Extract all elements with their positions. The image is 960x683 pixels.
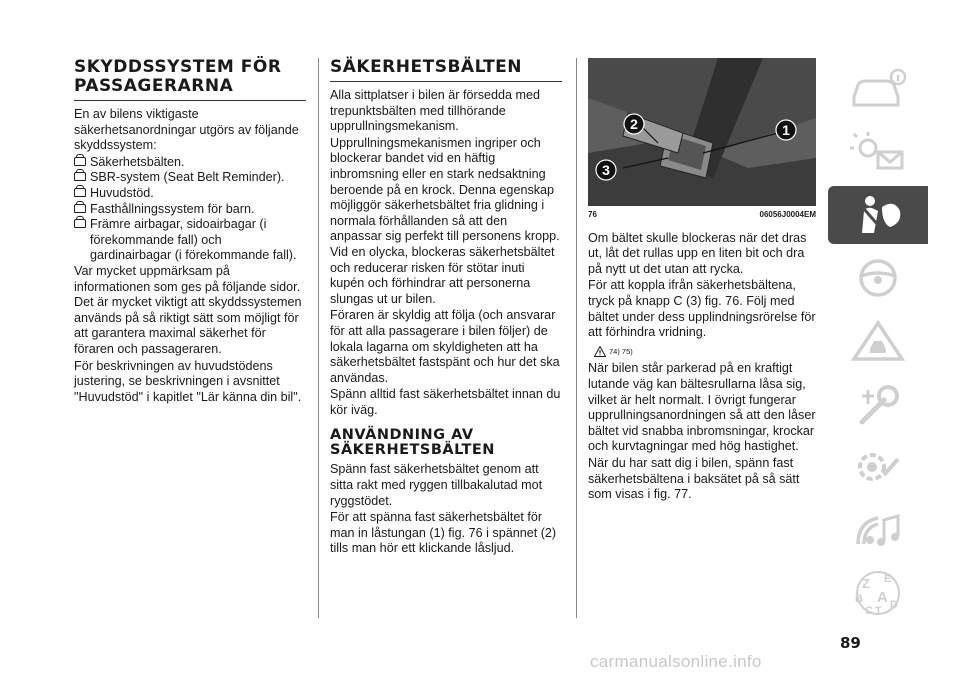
car-bullet-icon bbox=[74, 204, 86, 213]
svg-text:Z: Z bbox=[862, 576, 870, 591]
warning-reference bbox=[594, 344, 816, 360]
bullet-item: Huvudstöd. bbox=[74, 186, 306, 202]
body-paragraph: När du har satt dig i bilen, spänn fast säkerhetsbältena i baksätet på så sätt som visas i fig. 77. bbox=[588, 455, 800, 502]
multimedia-icon bbox=[848, 508, 908, 552]
column-seat-belts-cont bbox=[588, 58, 816, 504]
intro-text: En av bilens viktigaste säkerhetsanordningar utgörs av följande skyddssystem: bbox=[74, 107, 299, 153]
column-seat-belts bbox=[330, 58, 562, 558]
page-number: 89 bbox=[840, 634, 861, 652]
svg-text:E: E bbox=[884, 573, 892, 585]
warning-lights-icon bbox=[848, 130, 908, 174]
figure-code: 06056J0004EM bbox=[759, 210, 816, 219]
warning-triangle-icon bbox=[594, 346, 606, 357]
body-paragraph: Spänn fast säkerhetsbältet genom att sitta rakt med ryggen tillbakalutad mot ryggstödet. bbox=[330, 462, 543, 508]
body-paragraph: Om bältet skulle blockeras när det dras ut, låt det rullas upp en liten bit och dra på nytt ut det utan att rycka. bbox=[588, 230, 807, 276]
technical-data-icon bbox=[848, 445, 908, 489]
body-paragraph: För att spänna fast säkerhetsbältet för man in låstungan (1) fig. 76 i spännet (2) tills man hör ett klickande låsljud. bbox=[330, 510, 557, 556]
chapter-sidebar bbox=[828, 60, 928, 627]
body-paragraph: För beskrivningen av huvudstödens justering, se beskrivningen i avsnittet "Huvudstöd" i kapitlet "Lär känna din bil". bbox=[74, 358, 302, 404]
svg-text:T: T bbox=[875, 605, 882, 617]
figure-number: 76 bbox=[588, 210, 597, 219]
roadside-emergency-icon bbox=[848, 319, 908, 363]
svg-text:C: C bbox=[865, 605, 873, 617]
bullet-item: Fasthållningssystem för barn. bbox=[74, 202, 306, 218]
alphabetical-index-icon bbox=[848, 568, 908, 618]
column-protection-systems bbox=[74, 58, 306, 406]
body-paragraph: Spänn alltid fast säkerhetsbältet innan du kör iväg. bbox=[330, 387, 561, 417]
chapter-tab-driving[interactable] bbox=[828, 249, 928, 307]
body-paragraph: Upprullningsmekanismen ingriper och blockerar bandet vid en häftig inbromsning eller en stark nedsaktning beroende på en krock. Denna egenskap möjliggör säkerhetsbältet fria glidning i normala förhållanden så att den anpassar sig perfekt till personens kropp. Vid en olycka, blockeras säkerhetsbältet och reducerar risken för stötar inuti kupén och förhindrar att personerna slungas ut ur bilen. bbox=[330, 135, 560, 306]
svg-text:D: D bbox=[890, 599, 898, 611]
body-paragraph: Föraren är skyldig att följa (och ansvarar för att alla passagerare i bilen följer) de lokala lagarna om skyldigheten att ha säkerhetsbältet fastspänt och hur det ska användas. bbox=[330, 308, 560, 385]
car-info-icon bbox=[848, 67, 908, 111]
bullet-item: Säkerhetsbälten. bbox=[74, 155, 306, 171]
svg-text:B: B bbox=[855, 593, 863, 605]
car-bullet-icon bbox=[74, 157, 86, 166]
steering-wheel-icon bbox=[848, 256, 908, 300]
car-bullet-icon bbox=[74, 188, 86, 197]
callout-2: 2 bbox=[630, 116, 638, 132]
section-title-seat-belts: SÄKERHETSBÄLTEN bbox=[330, 58, 562, 82]
column-divider bbox=[576, 58, 577, 618]
chapter-tab-safety[interactable] bbox=[828, 186, 928, 244]
bullet-item: SBR-system (Seat Belt Reminder). bbox=[74, 170, 306, 186]
chapter-tab-multimedia[interactable] bbox=[828, 501, 928, 559]
subsection-title-use: ANVÄNDNING AV SÄKERHETSBÄLTEN bbox=[330, 427, 495, 459]
chapter-tab-technical-data[interactable] bbox=[828, 438, 928, 496]
chapter-tab-car-info[interactable] bbox=[828, 60, 928, 118]
car-bullet-icon bbox=[74, 219, 86, 228]
chapter-tab-emergency[interactable] bbox=[828, 312, 928, 370]
warning-refs-text: 74) 75) bbox=[609, 346, 633, 356]
body-paragraph: Alla sittplatser i bilen är försedda med trepunktsbälten med tillhörande upprullningsmekanism. bbox=[330, 88, 540, 134]
maintenance-wrench-icon bbox=[848, 382, 908, 426]
chapter-tab-warning-lights[interactable] bbox=[828, 123, 928, 181]
figure-caption bbox=[588, 207, 816, 223]
body-paragraph: För att koppla ifrån säkerhetsbältena, tryck på knapp C (3) fig. 76. Följ med bältet under dess upplindningsrörelse för att förhindra vridning. bbox=[588, 278, 816, 340]
seatbelt-buckle-illustration bbox=[588, 58, 816, 206]
column-divider bbox=[318, 58, 319, 618]
chapter-tab-maintenance[interactable] bbox=[828, 375, 928, 433]
watermark-text: carmanualsonline.info bbox=[590, 652, 762, 671]
callout-1: 1 bbox=[782, 122, 790, 138]
section-title-protection-systems: SKYDDSSYSTEM FÖR PASSAGERARNA bbox=[74, 58, 306, 101]
bullet-item: Främre airbagar, sidoairbagar (i förekommande fall) och gardinairbagar (i förekommande fall). bbox=[74, 217, 306, 264]
chapter-tab-index[interactable] bbox=[828, 564, 928, 622]
car-bullet-icon bbox=[74, 172, 86, 181]
callout-3: 3 bbox=[602, 162, 610, 178]
body-paragraph: Var mycket uppmärksam på informationen som ges på följande sidor. Det är mycket viktigt att skyddssystemen används på så riktigt sätt som möjligt för att garantera maximal säkerhet för föraren och passageraren. bbox=[74, 263, 302, 356]
body-paragraph: När bilen står parkerad på en kraftigt lutande väg kan bältesrullarna låsa sig, vilket är helt normalt. I övrigt fungerar upprullningsanordningen så att den låser bältet vid snabba inbromsningar, krockar och kurvtagningar med hög hastighet. bbox=[588, 361, 816, 454]
figure-seatbelt-buckle bbox=[588, 58, 816, 206]
svg-text:A: A bbox=[877, 589, 888, 606]
safety-seatbelt-icon bbox=[848, 193, 908, 237]
